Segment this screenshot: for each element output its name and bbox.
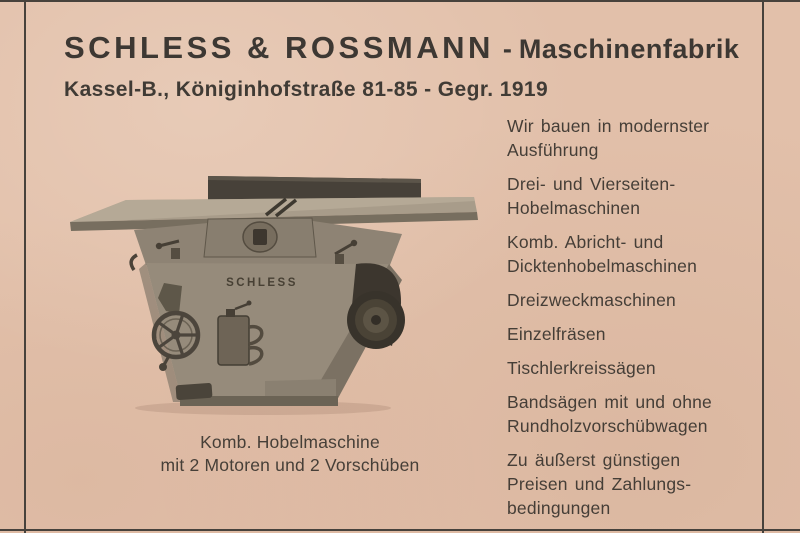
product-item (507, 114, 759, 162)
product-item-line: Preisen und Zahlungs- (507, 474, 692, 494)
product-item (507, 172, 759, 220)
header-dash: - (502, 34, 512, 64)
frame-border-left (24, 0, 26, 533)
product-item (507, 448, 759, 520)
company-address: Kassel-B., Königinhofstraße 81-85 - Gegr. 1919 (64, 78, 549, 101)
product-item-line: Komb. Abricht- und (507, 232, 664, 252)
header-line (64, 31, 739, 71)
product-item-line: Drei- und Vierseiten- (507, 174, 676, 194)
product-item (507, 322, 759, 346)
product-item-line: Tischlerkreissägen (507, 358, 656, 378)
product-item (507, 390, 759, 438)
product-item-line: Wir bauen in modernster (507, 116, 710, 136)
machine-figure (58, 168, 490, 430)
caption-line: mit 2 Motoren und 2 Vorschüben (160, 455, 420, 475)
product-item (507, 230, 759, 278)
ad-header (64, 31, 739, 102)
caption-line: Komb. Hobelmaschine (200, 432, 380, 452)
product-item (507, 288, 759, 312)
product-list (507, 114, 759, 530)
product-item-line: bedingungen (507, 498, 611, 518)
machine-caption-text (115, 431, 465, 477)
product-item-line: Bandsägen mit und ohne (507, 392, 712, 412)
company-descriptor: Maschinenfabrik (518, 34, 740, 64)
product-item-line: Ausführung (507, 140, 599, 160)
machine-brand-label: SCHLESS (226, 277, 298, 289)
product-item-line: Hobelmaschinen (507, 198, 641, 218)
product-item-line: Rundholzvorschübwagen (507, 416, 708, 436)
product-item-line: Dicktenhobelmaschinen (507, 256, 698, 276)
product-item-line: Dreizweckmaschinen (507, 290, 676, 310)
product-item-line: Zu äußerst günstigen (507, 450, 681, 470)
product-item (507, 356, 759, 380)
frame-border-top (0, 0, 800, 2)
frame-border-right (762, 0, 764, 533)
company-name: SCHLESS & ROSSMANN (64, 30, 494, 65)
machine-illustration (58, 168, 490, 430)
product-item-line: Einzelfräsen (507, 324, 606, 344)
